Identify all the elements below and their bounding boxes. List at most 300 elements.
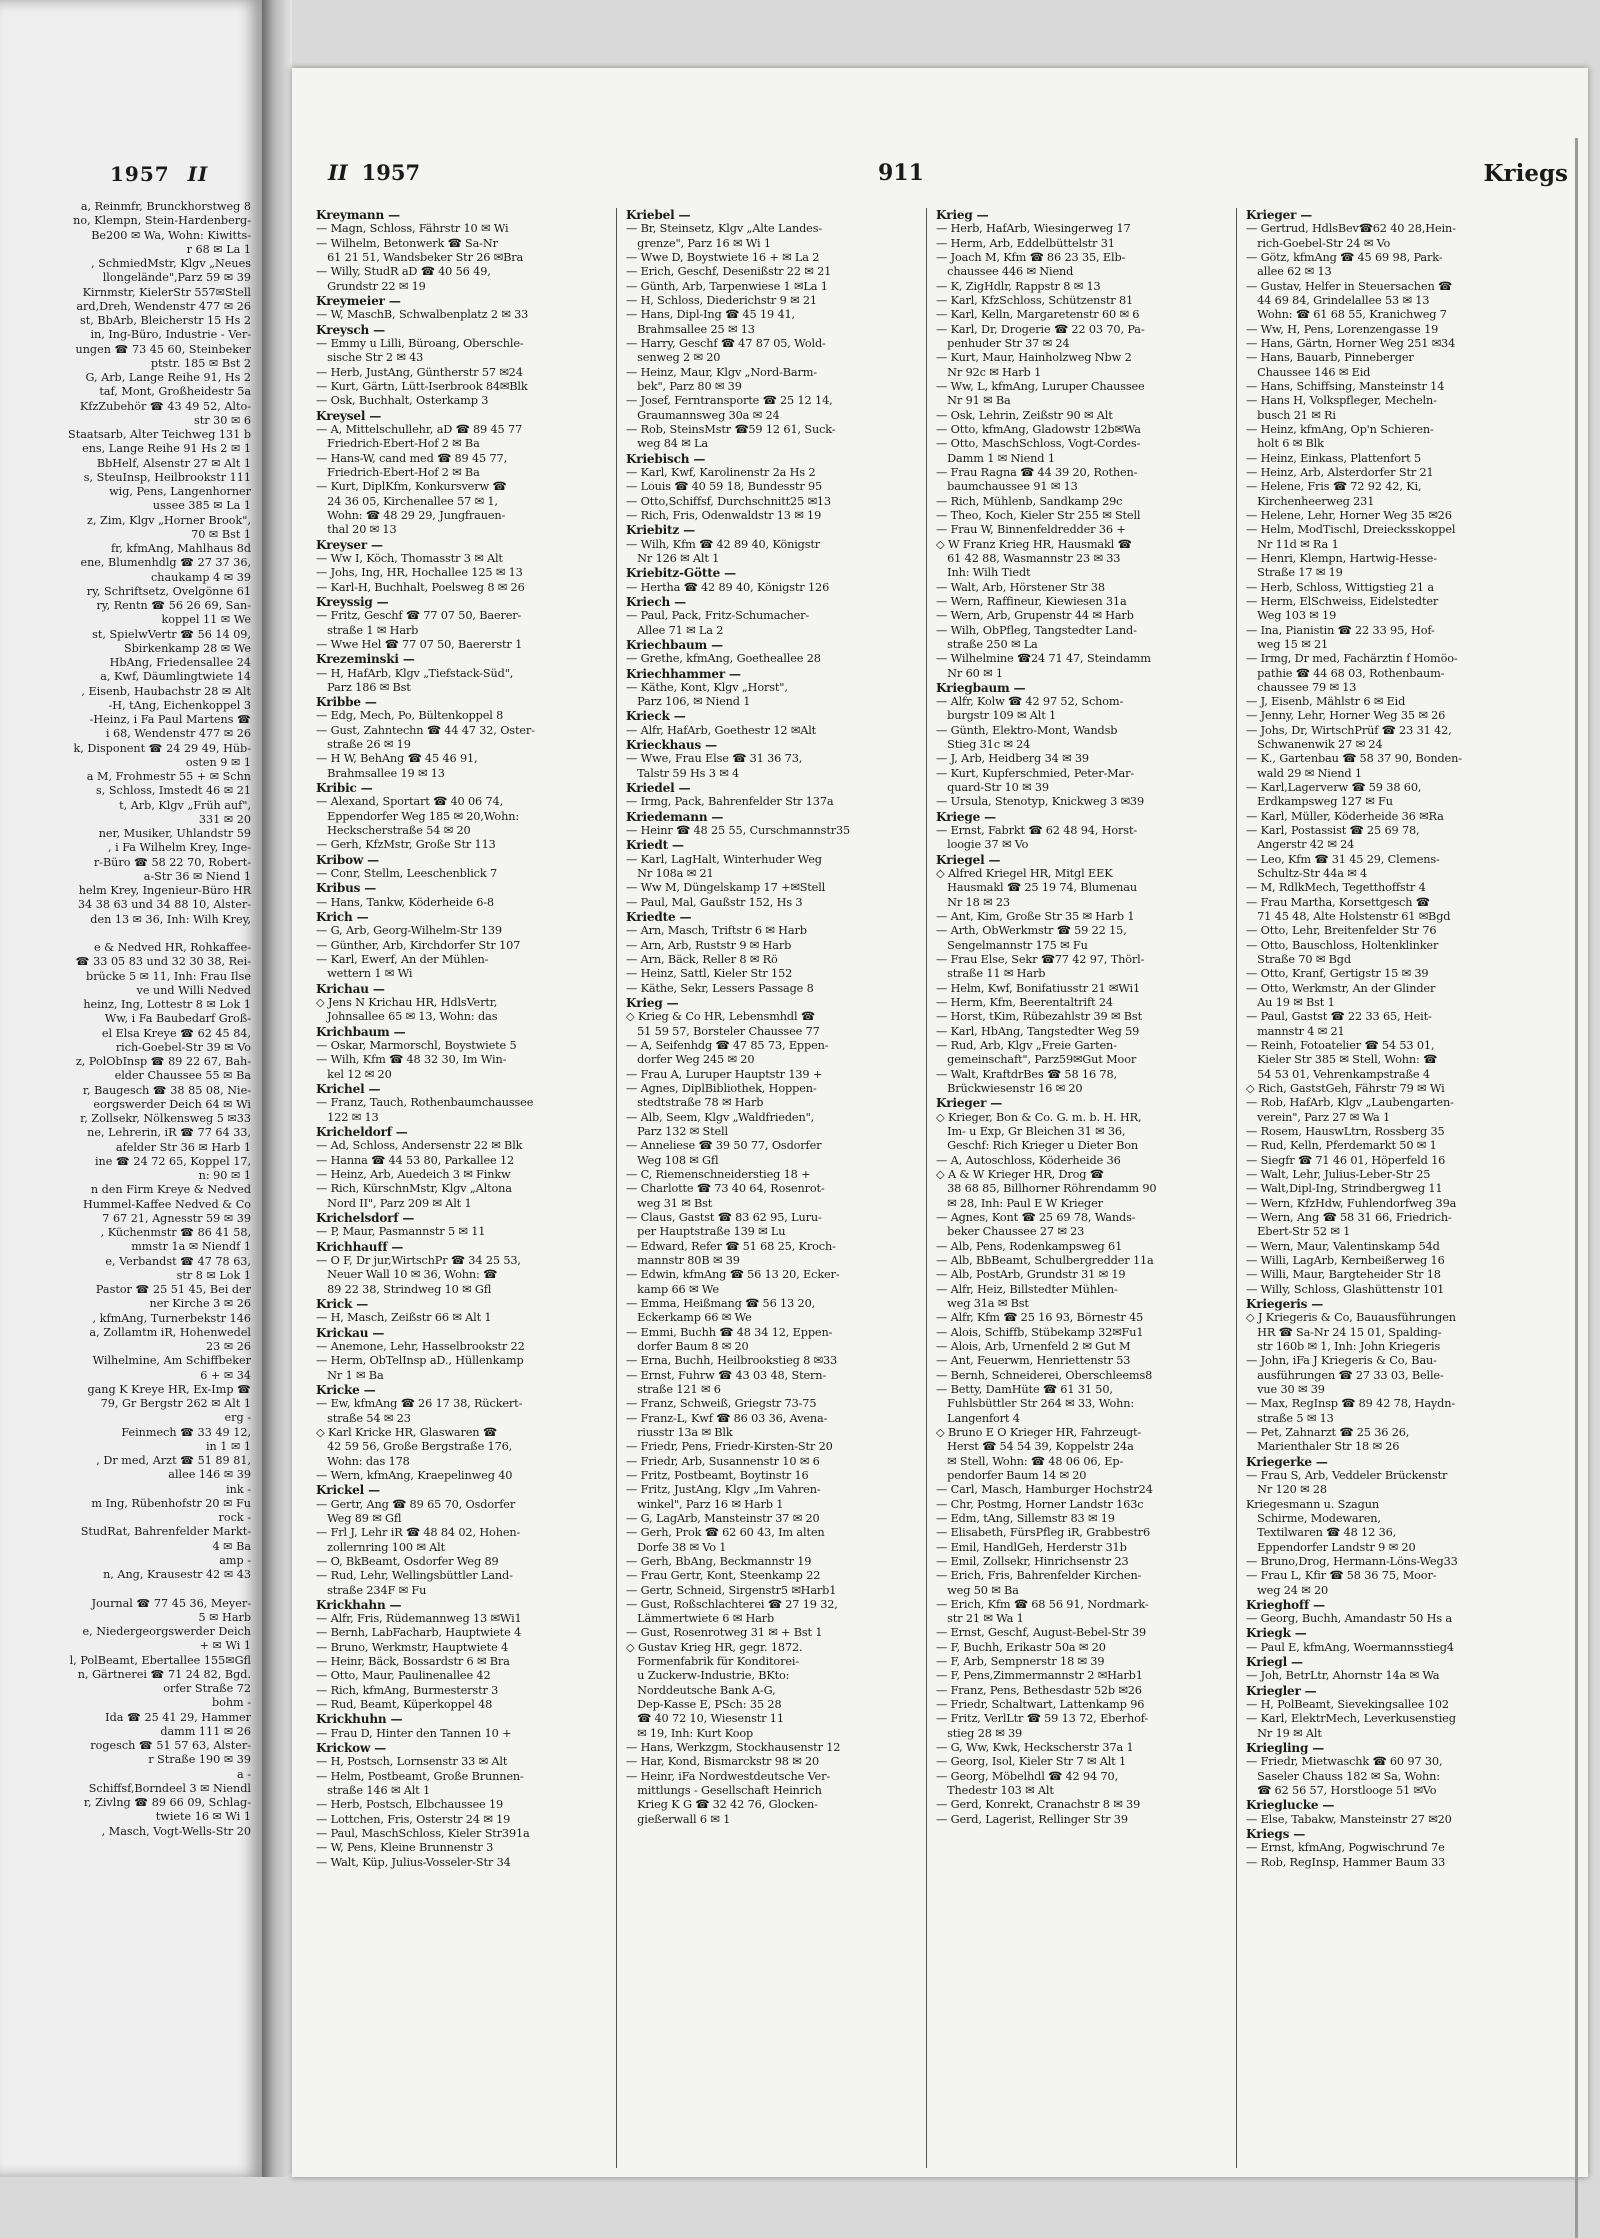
directory-entry: — Ew, kfmAng ☎ 26 17 38, Rückert- <box>316 1397 523 1411</box>
directory-entry: — Götz, kfmAng ☎ 45 69 98, Park- <box>1246 250 1443 264</box>
left-page-entry: i 68, Wendenstr 477 ✉ 26 <box>105 727 251 741</box>
directory-entry: Wohn: ☎ 48 29 29, Jungfrauen- <box>316 508 506 522</box>
left-page-entry: n: 90 ✉ 1 <box>198 1169 251 1182</box>
directory-entry: — Karl, ElektrMech, Leverkusenstieg <box>1246 1712 1456 1726</box>
left-page-entry: bohm - <box>211 1696 251 1710</box>
directory-entry: — Frau S, Arb, Veddeler Brückenstr <box>1246 1468 1448 1482</box>
directory-entry: mannstr 80B ✉ 39 <box>626 1253 740 1267</box>
directory-entry: — Josef, Ferntransporte ☎ 25 12 14, <box>626 394 833 408</box>
directory-entry: — Frau Gertr, Kont, Steenkamp 22 <box>626 1569 821 1583</box>
left-page-entry: Ww, i Fa Baubedarf Groß- <box>104 1012 251 1026</box>
left-page-entry: Staatsarb, Alter Teichweg 131 b <box>68 428 251 441</box>
directory-entry: mittlungs - Gesellschaft Heinrich <box>626 1784 822 1798</box>
directory-entry: — Rob, HafArb, Klgv „Laubengarten- <box>1246 1096 1454 1110</box>
directory-entry: — Frau Else, Sekr ☎77 42 97, Thörl- <box>936 953 1145 967</box>
directory-entry: — A, Seifenhdg ☎ 47 85 73, Eppen- <box>626 1039 829 1053</box>
directory-entry: — Emmi, Buchh ☎ 48 34 12, Eppen- <box>626 1325 833 1339</box>
directory-entry: — Willy, Schloss, Glashüttenstr 101 <box>1246 1282 1445 1296</box>
directory-entry: ✉ Stell, Wohn: ☎ 48 06 06, Ep- <box>936 1454 1124 1468</box>
surname-heading: Kriegel — <box>936 852 1001 867</box>
left-page-entry: erg - <box>224 1411 251 1425</box>
directory-entry: — Osk, Buchhalt, Osterkamp 3 <box>316 394 489 408</box>
directory-entry: — Friedr, Pens, Friedr-Kirsten-Str 20 <box>626 1440 833 1454</box>
directory-entry: weg 15 ✉ 21 <box>1246 637 1329 651</box>
left-page-entry: ard,Dreh, Wendenstr 477 ✉ 26 <box>76 299 251 313</box>
left-page-entry: , Dr med, Arzt ☎ 51 89 81, <box>96 1454 251 1467</box>
left-page-entry: amp - <box>219 1553 251 1567</box>
directory-entry: Stieg 31c ✉ 24 <box>936 738 1031 752</box>
directory-entry: — Frau L, Kfir ☎ 58 36 75, Moor- <box>1246 1569 1437 1583</box>
directory-entry: — Hans H, Volkspfleger, Mecheln- <box>1246 394 1437 408</box>
running-keyword: Kriegs <box>1483 160 1568 187</box>
directory-entry: kamp 66 ✉ We <box>626 1282 719 1296</box>
directory-entry: per Hauptstraße 139 ✉ Lu <box>626 1225 786 1239</box>
directory-entry: Eckerkamp 66 ✉ We <box>626 1311 752 1325</box>
surname-heading: Kriedt — <box>626 838 684 853</box>
left-page-entry: chaukamp 4 ✉ 39 <box>151 570 251 584</box>
left-page-entry: a, Kwf, Däumlingtwiete 14 <box>100 670 251 684</box>
directory-entry: Wohn: ☎ 61 68 55, Kranichweg 7 <box>1246 308 1447 322</box>
directory-entry: — Fritz, VerlLtr ☎ 59 13 72, Eberhof- <box>936 1712 1149 1726</box>
directory-entry: holt 6 ✉ Blk <box>1246 437 1324 451</box>
surname-heading: Kreyssig — <box>316 594 389 609</box>
directory-entry: — Agnes, Kont ☎ 25 69 78, Wands- <box>936 1210 1136 1224</box>
directory-entry: — Ursula, Stenotyp, Knickweg 3 ✉39 <box>936 795 1144 809</box>
directory-entry: zollernring 100 ✉ Alt <box>316 1540 445 1554</box>
directory-entry: 44 69 84, Grindelallee 53 ✉ 13 <box>1246 293 1430 307</box>
left-page-entry: ussee 385 ✉ La 1 <box>152 499 251 513</box>
surname-heading: Kriechhammer — <box>626 666 741 681</box>
left-page-entry: a-Str 36 ✉ Niend 1 <box>143 869 251 883</box>
directory-entry: — Wern, kfmAng, Kraepelinweg 40 <box>316 1468 513 1482</box>
directory-entry: — Hans, Bauarb, Pinneberger <box>1246 351 1414 365</box>
directory-entry: — Johs, Ing, HR, Hochallee 125 ✉ 13 <box>316 566 523 580</box>
directory-entry: — Karl, Kelln, Margaretenstr 60 ✉ 6 <box>936 308 1140 322</box>
directory-entry: — Emil, Zollsekr, Hinrichsenstr 23 <box>936 1554 1129 1568</box>
directory-entry: ◇ Bruno E O Krieger HR, Fahrzeugt- <box>936 1425 1142 1439</box>
directory-entry: — Willi, LagArb, Kernbeißerweg 16 <box>1246 1253 1445 1267</box>
directory-entry: — Gerd, Lagerist, Rellinger Str 39 <box>936 1812 1128 1826</box>
directory-entry: Kieler Str 385 ✉ Stell, Wohn: ☎ <box>1246 1053 1438 1067</box>
directory-entry: — Kurt, Maur, Hainholzweg Nbw 2 <box>936 351 1132 365</box>
left-page-entry: k, Disponent ☎ 24 29 49, Hüb- <box>73 741 251 755</box>
directory-entry: straße 234F ✉ Fu <box>316 1583 427 1597</box>
directory-entry: weg 84 ✉ La <box>626 437 708 451</box>
directory-entry: — Heinz, kfmAng, Op'n Schieren- <box>1246 422 1434 436</box>
directory-entry: ✉ 28, Inh: Paul E W Krieger <box>936 1196 1103 1210</box>
surname-heading: Kriegling — <box>1246 1741 1325 1756</box>
directory-entry: Inh: Wilh Tiedt <box>936 566 1031 580</box>
directory-entry: — Herm, ElSchweiss, Eidelstedter <box>1246 594 1439 608</box>
surname-heading: Krieck — <box>626 709 686 724</box>
left-page-entry: Pastor ☎ 25 51 45, Bei der <box>95 1283 251 1296</box>
directory-entry: — Arn, Masch, Triftstr 6 ✉ Harb <box>626 924 807 938</box>
directory-entry: — Rob, RegInsp, Hammer Baum 33 <box>1246 1855 1446 1869</box>
directory-entry: — Otto, MaschSchloss, Vogt-Cordes- <box>936 437 1141 451</box>
directory-entry: bek", Parz 80 ✉ 39 <box>626 379 742 393</box>
left-page-entry: brücke 5 ✉ 11, Inh: Frau Ilse <box>86 969 251 983</box>
left-page-entry: a - <box>236 1767 251 1781</box>
left-page-entry: s, SteuInsp, Heilbrookstr 111 <box>83 470 251 484</box>
directory-entry: — Alb, Seem, Klgv „Waldfrieden", <box>626 1110 815 1124</box>
left-page-entry: wig, Pens, Langenhorner <box>109 485 251 498</box>
directory-entry: — Herb, HafArb, Wiesingerweg 17 <box>936 222 1131 236</box>
directory-entry: Parz 186 ✉ Bst <box>316 680 411 694</box>
column-divider <box>926 208 927 2168</box>
directory-entry: verein", Parz 27 ✉ Wa 1 <box>1246 1110 1391 1124</box>
directory-entry: pathie ☎ 44 68 03, Rothenbaum- <box>1246 666 1445 680</box>
directory-entry: — Otto, Lehr, Breitenfelder Str 76 <box>1246 924 1437 938</box>
directory-entry: — Bruno, Werkmstr, Hauptwiete 4 <box>316 1640 509 1654</box>
left-page-entry: st, SpielwVertr ☎ 56 14 09, <box>92 627 251 641</box>
directory-entry: — Wilh, Kfm ☎ 48 32 30, Im Win- <box>316 1053 507 1067</box>
left-page-entry: osten 9 ✉ 1 <box>185 755 251 769</box>
directory-entry: — Grethe, kfmAng, Goetheallee 28 <box>626 652 821 666</box>
surname-heading: Kreymeier — <box>316 293 401 308</box>
directory-entry: burgstr 109 ✉ Alt 1 <box>936 709 1057 723</box>
directory-entry: dorfer Baum 8 ✉ 20 <box>626 1339 749 1353</box>
directory-entry: — Jenny, Lehr, Horner Weg 35 ✉ 26 <box>1246 709 1446 723</box>
directory-entry: Brahmsallee 25 ✉ 13 <box>626 322 755 336</box>
surname-heading: Kriegl — <box>1246 1655 1303 1670</box>
left-page-entry <box>0 1582 255 1596</box>
directory-entry: — Irmg, Dr med, Fachärztin f Homöo- <box>1246 652 1458 666</box>
directory-entry: — Hanna ☎ 44 53 80, Parkallee 12 <box>316 1153 515 1167</box>
directory-entry: Allee 71 ✉ La 2 <box>626 623 724 637</box>
directory-entry: — Frau D, Hinter den Tannen 10 + <box>316 1726 512 1740</box>
directory-entry: — Ww M, Düngelskamp 17 +✉Stell <box>626 881 826 895</box>
directory-entry: ◇ Rich, GaststGeh, Fährstr 79 ✉ Wi <box>1246 1082 1445 1096</box>
directory-entry: — Georg, Buchh, Amandastr 50 Hs a <box>1246 1612 1453 1626</box>
header-volume-year <box>328 160 420 185</box>
directory-entry: — Conr, Stellm, Leeschenblick 7 <box>316 867 498 881</box>
directory-entry: — Heinz, Sattl, Kieler Str 152 <box>626 967 793 981</box>
left-page-entry: 34 38 63 und 34 88 10, Alster- <box>77 898 251 912</box>
directory-entry: — F, Buchh, Erikastr 50a ✉ 20 <box>936 1640 1106 1654</box>
directory-entry: — Hans, Gärtn, Horner Weg 251 ✉34 <box>1246 336 1456 350</box>
directory-entry: ◇ Krieger, Bon & Co. G. m. b. H. HR, <box>936 1110 1142 1124</box>
directory-entry: — Willy, StudR aD ☎ 40 56 49, <box>316 265 491 279</box>
directory-entry: — Otto, kfmAng, Gladowstr 12b✉Wa <box>936 422 1141 436</box>
directory-entry: — F, Pens,Zimmermannstr 2 ✉Harb1 <box>936 1669 1143 1683</box>
directory-entry: — Gustav, Helfer in Steuersachen ☎ <box>1246 279 1452 293</box>
surname-heading: Krickel — <box>316 1483 380 1498</box>
directory-entry: 61 42 88, Wasmannstr 23 ✉ 33 <box>936 551 1121 565</box>
directory-entry: Marienthaler Str 18 ✉ 26 <box>1246 1440 1400 1454</box>
directory-entry: Parz 106, ✉ Niend 1 <box>626 695 751 709</box>
directory-entry: baumchaussee 91 ✉ 13 <box>936 480 1078 494</box>
directory-entry: — Ant, Feuerwm, Henriettenstr 53 <box>936 1354 1131 1368</box>
left-page-entry: no, Klempn, Stein-Hardenberg- <box>73 214 251 228</box>
directory-entry: 71 45 48, Alte Holstenstr 61 ✉Bgd <box>1246 910 1451 924</box>
directory-entry: — Rob, SteinsMstr ☎59 12 61, Suck- <box>626 422 836 436</box>
left-page-entry: 5 ✉ Harb <box>198 1610 251 1624</box>
surname-heading: Krickow — <box>316 1741 387 1756</box>
left-page-entry: orfer Straße 72 <box>163 1682 251 1695</box>
directory-entry: Thedestr 103 ✉ Alt <box>936 1784 1054 1798</box>
surname-heading: Kriegeris — <box>1246 1296 1324 1311</box>
left-page-entry: Schiffsf,Borndeel 3 ✉ Niendl <box>88 1781 251 1795</box>
directory-entry: sische Str 2 ✉ 43 <box>316 351 424 365</box>
directory-entry: quard-Str 10 ✉ 39 <box>936 781 1049 795</box>
directory-entry: — Walt, Küp, Julius-Vosseler-Str 34 <box>316 1855 511 1869</box>
directory-entry: busch 21 ✉ Ri <box>1246 408 1336 422</box>
directory-entry: stedtstraße 78 ✉ Harb <box>626 1096 764 1110</box>
directory-entry: — Else, Tabakw, Mansteinstr 27 ✉20 <box>1246 1812 1452 1826</box>
left-page-entry: s, Schloss, Imstedt 46 ✉ 21 <box>96 784 251 798</box>
left-page-entry: a, Zollamtm iR, Hohenwedel <box>89 1325 251 1339</box>
surname-heading: Krieckhaus — <box>626 738 717 753</box>
left-page-entry: r, Zollsekr, Nölkensweg 5 ✉33 <box>80 1112 251 1125</box>
left-page-entry: rock - <box>218 1511 251 1524</box>
directory-entry: — Helm, Kwf, Bonifatiusstr 21 ✉Wi1 <box>936 981 1141 995</box>
directory-entry: — Rud, Kelln, Pferdemarkt 50 ✉ 1 <box>1246 1139 1437 1153</box>
directory-entry: u Zuckerw-Industrie, BKto: <box>626 1669 790 1683</box>
surname-heading: Krick — <box>316 1296 369 1311</box>
directory-entry: straße 1 ✉ Harb <box>316 623 419 637</box>
directory-entry: — Gust, Rosenrotweg 31 ✉ + Bst 1 <box>626 1626 823 1640</box>
left-page-entry: in 1 ✉ 1 <box>205 1439 251 1453</box>
directory-entry: — Bernh, LabFacharb, Hauptwiete 4 <box>316 1626 522 1640</box>
directory-entry: — Wilh, Kfm ☎ 42 89 40, Königstr <box>626 537 821 551</box>
directory-entry: — Erich, Geschf, Desenißstr 22 ✉ 21 <box>626 265 832 279</box>
directory-entry: 42 59 56, Große Bergstraße 176, <box>316 1440 513 1454</box>
directory-entry: — Alexand, Sportart ☎ 40 06 74, <box>316 795 504 809</box>
left-page-entry: ene, Blumenhdlg ☎ 27 37 36, <box>80 556 251 570</box>
directory-entry: Erdkampsweg 127 ✉ Fu <box>1246 795 1393 809</box>
directory-entry: — Wwe Hel ☎ 77 07 50, Baererstr 1 <box>316 637 523 651</box>
left-page-entry: Hummel-Kaffee Nedved & Co <box>83 1197 251 1211</box>
left-page-entry: in, Ing-Büro, Industrie - Ver- <box>90 328 251 342</box>
left-page-entry: ink - <box>226 1482 251 1496</box>
directory-entry: Nr 18 ✉ 23 <box>936 895 1010 909</box>
directory-entry: — Wilhelm, Betonwerk ☎ Sa-Nr <box>316 236 498 250</box>
directory-entry: — Herb, Schloss, Wittigstieg 21 a <box>1246 580 1434 594</box>
directory-entry: — Max, RegInsp ☎ 89 42 78, Haydn- <box>1246 1397 1456 1411</box>
directory-entry: vue 30 ✉ 39 <box>1246 1382 1325 1396</box>
directory-entry: — Alb, BbBeamt, Schulbergredder 11a <box>936 1253 1154 1267</box>
left-page-entry: r-Büro ☎ 58 22 70, Robert- <box>93 855 251 869</box>
directory-entry: ◇ A & W Krieger HR, Drog ☎ <box>936 1167 1104 1181</box>
directory-entry: Johnsallee 65 ✉ 13, Wohn: das <box>316 1010 498 1024</box>
directory-entry: — Heinz, Arb, Auedeich 3 ✉ Finkw <box>316 1167 511 1181</box>
left-page-entry: r, Zivlng ☎ 89 66 09, Schlag- <box>83 1796 251 1809</box>
directory-entry: — Fritz, Postbeamt, Boytinstr 16 <box>626 1468 809 1482</box>
directory-entry: — Gust, Roßschlachterei ☎ 27 19 32, <box>626 1597 838 1611</box>
directory-entry: — Elisabeth, FürsPfleg iR, Grabbestr6 <box>936 1526 1151 1540</box>
left-page-entry: helm Krey, Ingenieur-Büro HR <box>78 884 251 897</box>
directory-entry: — G, Arb, Georg-Wilhelm-Str 139 <box>316 924 502 938</box>
directory-entry: ☎ 62 56 57, Horstlooge 51 ✉Vo <box>1246 1784 1437 1798</box>
directory-entry: thal 20 ✉ 13 <box>316 523 397 537</box>
directory-entry: weg 24 ✉ 20 <box>1246 1583 1329 1597</box>
column-4 <box>1246 208 1536 2168</box>
directory-entry: — Leo, Kfm ☎ 31 45 29, Clemens- <box>1246 852 1440 866</box>
directory-entry: — Rud, Arb, Klgv „Freie Garten- <box>936 1039 1117 1053</box>
left-page-entry: HbAng, Friedensallee 24 <box>109 656 251 669</box>
directory-entry: Norddeutsche Bank A-G, <box>626 1683 776 1697</box>
left-page-entry: ptstr. 185 ✉ Bst 2 <box>150 356 251 370</box>
directory-entry: Im- u Exp, Gr Bleichen 31 ✉ 36, <box>936 1125 1126 1138</box>
left-page-entry: Kirnmstr, KielerStr 557✉Stell <box>82 285 251 299</box>
left-page-entry: ry, Schriftsetz, Ovelgönne 61 <box>86 584 251 598</box>
directory-entry: — Har, Kond, Bismarckstr 98 ✉ 20 <box>626 1755 820 1769</box>
directory-entry: — Ernst, Geschf, August-Bebel-Str 39 <box>936 1626 1147 1640</box>
directory-entry: Weg 89 ✉ Gfl <box>316 1511 402 1525</box>
directory-entry: — Arn, Arb, Ruststr 9 ✉ Harb <box>626 938 792 952</box>
directory-entry: Weg 103 ✉ 19 <box>1246 609 1337 623</box>
surname-heading: Kriegs — <box>1246 1827 1306 1842</box>
surname-heading: Kreymann — <box>316 208 400 222</box>
left-page-entry: koppel 11 ✉ We <box>161 613 251 627</box>
surname-heading: Krieghoff — <box>1246 1597 1325 1612</box>
directory-entry: 54 53 01, Vehrenkampstraße 4 <box>1246 1067 1430 1081</box>
directory-entry: Dep-Kasse E, PSch: 35 28 <box>626 1698 782 1712</box>
directory-entry: — Rud, Beamt, Küperkoppel 48 <box>316 1698 493 1712</box>
directory-entry: — Walt, KraftdrBes ☎ 58 16 78, <box>936 1067 1117 1081</box>
directory-entry: straße 5 ✉ 13 <box>1246 1411 1334 1425</box>
directory-entry: — Heinr ☎ 48 25 55, Curschmannstr35 <box>626 824 851 838</box>
directory-entry: ◇ W Franz Krieg HR, Hausmakl ☎ <box>936 537 1132 551</box>
left-page-entry: rogesch ☎ 51 57 63, Alster- <box>90 1739 251 1752</box>
left-page-entry: KfzZubehör ☎ 43 49 52, Alto- <box>79 399 251 413</box>
directory-entry: — Hans, Dipl-Ing ☎ 45 19 41, <box>626 308 795 322</box>
directory-entry: — Frau Ragna ☎ 44 39 20, Rothen- <box>936 465 1138 479</box>
directory-entry: — Gerh, KfzMstr, Große Str 113 <box>316 838 496 852</box>
directory-entry: — H, Schloss, Diederichstr 9 ✉ 21 <box>626 293 817 307</box>
directory-entry: — Walt,Dipl-Ing, Strindbergweg 11 <box>1246 1182 1443 1196</box>
directory-entry: HR ☎ Sa-Nr 24 15 01, Spalding- <box>1246 1325 1442 1339</box>
directory-entry: Herst ☎ 54 54 39, Koppelstr 24a <box>936 1440 1134 1454</box>
directory-entry: — Herb, JustAng, Güntherstr 57 ✉24 <box>316 365 523 379</box>
directory-entry: Nr 108a ✉ 21 <box>626 867 714 881</box>
left-page-entry: twiete 16 ✉ Wi 1 <box>155 1810 251 1824</box>
surname-heading: Kribow — <box>316 852 380 867</box>
directory-entry: — Karl, LagHalt, Winterhuder Weg <box>626 852 822 866</box>
left-page-entry: , Eisenb, Haubachstr 28 ✉ Alt <box>81 684 251 698</box>
directory-entry: — H W, BehAng ☎ 45 46 91, <box>316 752 478 766</box>
left-page-entry: 70 ✉ Bst 1 <box>191 527 251 541</box>
directory-entry: — J, Eisenb, Mählstr 6 ✉ Eid <box>1246 695 1406 709</box>
left-page-entry: ☎ 33 05 83 und 32 30 38, Rei- <box>75 955 251 969</box>
directory-entry: — C, Riemenschneiderstieg 18 + <box>626 1167 811 1181</box>
directory-entry: rich-Goebel-Str 24 ✉ Vo <box>1246 236 1391 250</box>
directory-entry: — Paul E, kfmAng, Woermannsstieg4 <box>1246 1640 1454 1654</box>
surname-heading: Kriedemann — <box>626 809 724 824</box>
directory-entry: — Alfr, HafArb, Goethestr 12 ✉Alt <box>626 723 817 737</box>
directory-entry: — Emma, Heißmang ☎ 56 13 20, <box>626 1296 816 1310</box>
left-page-entry: r 68 ✉ La 1 <box>186 242 251 256</box>
left-page-entry: ne, Lehrerin, iR ☎ 77 64 33, <box>87 1126 251 1140</box>
left-page-entry: allee 146 ✉ 39 <box>168 1468 251 1482</box>
directory-entry: — Harry, Geschf ☎ 47 87 05, Wold- <box>626 336 826 350</box>
directory-entry: — Karl, Kwf, Karolinenstr 2a Hs 2 <box>626 465 816 479</box>
directory-entry: — Hans, Werkzgm, Stockhausenstr 12 <box>626 1741 841 1755</box>
directory-entry: — Wern, KfzHdw, Fuhlendorfweg 39a <box>1246 1196 1457 1210</box>
directory-entry: — Johs, Dr, WirtschPrüf ☎ 23 31 42, <box>1246 723 1452 737</box>
directory-entry: — Wern, Raffineur, Kiewiesen 31a <box>936 594 1127 608</box>
directory-entry: — Agnes, DiplBibliothek, Hoppen- <box>626 1082 817 1096</box>
directory-entry: gießerwall 6 ✉ 1 <box>626 1812 731 1826</box>
directory-entry: — Bernh, Schneiderei, Oberschleems8 <box>936 1368 1153 1382</box>
directory-entry: — Edwin, kfmAng ☎ 56 13 20, Ecker- <box>626 1268 840 1282</box>
directory-entry: — Gertr, Schneid, Sirgenstr5 ✉Harb1 <box>626 1583 837 1597</box>
column-2 <box>626 208 916 2168</box>
left-page-entry: afelder Str 36 ✉ Harb 1 <box>115 1140 251 1154</box>
surname-heading: Krichau — <box>316 981 385 996</box>
left-page-entry: ner Kirche 3 ✉ 26 <box>149 1297 251 1311</box>
surname-heading: Kriedte — <box>626 910 692 925</box>
left-page-entry: a, Reinmfr, Brunckhorstweg 8 <box>80 200 251 213</box>
left-page-entry: heinz, Ing, Lottestr 8 ✉ Lok 1 <box>83 998 251 1011</box>
left-page-entry: -H, tAng, Eichenkoppel 3 <box>108 698 251 712</box>
left-page-fragment <box>0 0 262 2177</box>
surname-heading: Krieg — <box>936 208 989 222</box>
directory-entry: — Erich, Fris, Bahrenfelder Kirchen- <box>936 1569 1142 1583</box>
directory-entry: — Franz, Schweiß, Griegstr 73-75 <box>626 1397 817 1411</box>
directory-entry: 122 ✉ 13 <box>316 1110 379 1124</box>
directory-entry: Nord II", Parz 209 ✉ Alt 1 <box>316 1196 472 1210</box>
left-page-entry: -Heinz, i Fa Paul Martens ☎ <box>89 713 251 726</box>
directory-entry: — Theo, Koch, Kieler Str 255 ✉ Stell <box>936 508 1141 522</box>
directory-entry: — Walt, Lehr, Julius-Leber-Str 25 <box>1246 1167 1431 1181</box>
directory-entry: — Fritz, Geschf ☎ 77 07 50, Baerer- <box>316 609 522 623</box>
directory-entry: — Ernst, kfmAng, Pogwischrund 7e <box>1246 1841 1445 1855</box>
directory-entry: — Anneliese ☎ 39 50 77, Osdorfer <box>626 1139 822 1153</box>
directory-entry: — Käthe, Sekr, Lessers Passage 8 <box>626 981 814 995</box>
directory-entry: — Herm, Kfm, Beerentaltrift 24 <box>936 996 1113 1010</box>
directory-entry: weg 31a ✉ Bst <box>936 1296 1029 1310</box>
left-page-column <box>0 200 255 1839</box>
directory-entry: — Wern, Maur, Valentinskamp 54d <box>1246 1239 1440 1253</box>
directory-entry: weg 50 ✉ Ba <box>936 1583 1019 1597</box>
directory-entry: dorfer Weg 245 ✉ 20 <box>626 1053 755 1067</box>
directory-entry: 38 68 85, Billhorner Röhrendamm 90 <box>936 1182 1157 1196</box>
left-page-entry: StudRat, Bahrenfelder Markt- <box>80 1525 251 1539</box>
directory-entry: Chaussee 146 ✉ Eid <box>1246 365 1371 379</box>
surname-heading: Kreysel — <box>316 408 382 423</box>
directory-entry: allee 62 ✉ 13 <box>1246 265 1332 279</box>
left-page-entry: z, Zim, Klgv „Horner Brook", <box>87 513 251 527</box>
directory-entry: — Alb, Pens, Rodenkampsweg 61 <box>936 1239 1123 1253</box>
directory-entry: — G, Ww, Kwk, Heckscherstr 37a 1 <box>936 1741 1134 1755</box>
directory-entry: — Herb, Postsch, Elbchaussee 19 <box>316 1798 504 1812</box>
directory-entry: — Edward, Refer ☎ 51 68 25, Kroch- <box>626 1239 836 1253</box>
surname-heading: Kricheldorf — <box>316 1125 408 1139</box>
directory-entry: wald 29 ✉ Niend 1 <box>1246 766 1362 780</box>
directory-entry: — W, MaschB, Schwalbenplatz 2 ✉ 33 <box>316 308 529 322</box>
directory-entry: stieg 28 ✉ 39 <box>936 1726 1023 1740</box>
directory-entry: — Fritz, JustAng, Klgv „Im Vahren- <box>626 1483 821 1497</box>
directory-entry: Schultz-Str 44a ✉ 4 <box>1246 867 1368 881</box>
column-1 <box>316 208 606 2168</box>
directory-entry: — Oskar, Marmorschl, Boystwiete 5 <box>316 1039 517 1053</box>
surname-heading: Kriech — <box>626 594 686 609</box>
directory-entry: — Alfr, Heiz, Billstedter Mühlen- <box>936 1282 1118 1296</box>
left-page-entry: e, Verbandst ☎ 47 78 63, <box>105 1254 251 1268</box>
surname-heading: Kribus — <box>316 881 377 896</box>
directory-entry: — Lottchen, Fris, Osterstr 24 ✉ 19 <box>316 1812 511 1826</box>
left-page-entry: st, BbArb, Bleicherstr 15 Hs 2 <box>80 314 251 327</box>
directory-entry: — O, BkBeamt, Osdorfer Weg 89 <box>316 1554 499 1568</box>
directory-entry: — Irmg, Pack, Bahrenfelder Str 137a <box>626 795 834 809</box>
directory-entry: chaussee 79 ✉ 13 <box>1246 680 1357 694</box>
directory-entry: — Otto, Bauschloss, Holtenklinker <box>1246 938 1439 952</box>
left-page-entry: 79, Gr Bergstr 262 ✉ Alt 1 <box>100 1397 251 1410</box>
directory-entry: Au 19 ✉ Bst 1 <box>1246 996 1335 1010</box>
left-page-entry: taf, Mont, Großheidestr 5a <box>99 385 251 399</box>
left-page-entry: Ida ☎ 25 41 29, Hammer <box>105 1710 251 1724</box>
